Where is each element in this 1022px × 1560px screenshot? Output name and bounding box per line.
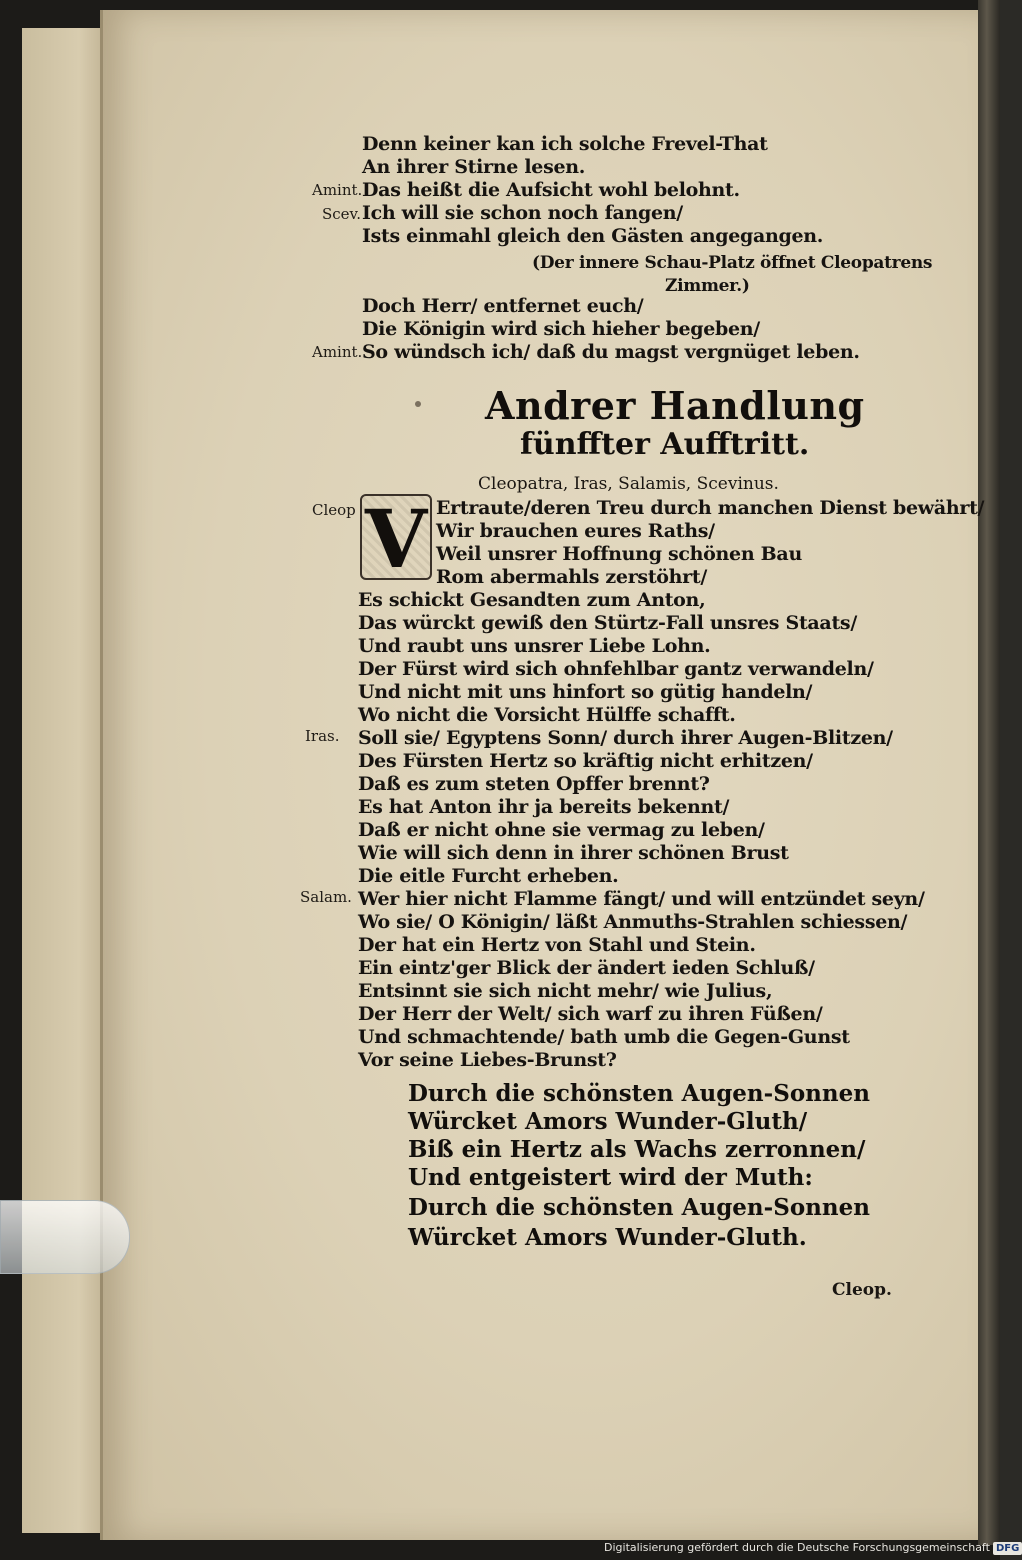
text-line: Das würckt gewiß den Stürtz-Fall unsres Staats/: [358, 612, 857, 634]
text-line: An ihrer Stirne lesen.: [362, 156, 586, 178]
scene-heading: fünffter Aufftritt.: [520, 427, 810, 462]
text-line: Rom abermahls zerstöhrt/: [436, 566, 708, 588]
text-line: Der hat ein Hertz von Stahl und Stein.: [358, 934, 756, 956]
aria-line: Biß ein Hertz als Wachs zerronnen/: [408, 1136, 866, 1163]
text-line: Wo sie/ O Königin/ läßt Anmuths-Strahlen schiessen/: [358, 911, 908, 933]
speaker-label: Scev.: [322, 205, 362, 223]
speaker-label: Iras.: [305, 727, 340, 745]
aria-line: Würcket Amors Wunder-Gluth.: [408, 1224, 807, 1251]
text-line: Ertraute/deren Treu durch manchen Dienst bewährt/: [436, 497, 985, 519]
drop-cap: V: [360, 494, 432, 580]
text-line: Entsinnt sie sich nicht mehr/ wie Julius,: [358, 980, 773, 1002]
text-line: Es hat Anton ihr ja bereits bekennt/: [358, 796, 730, 818]
footer-text: Digitalisierung gefördert durch die Deutsche Forschungsgemeinschaft: [604, 1541, 990, 1554]
text-line: Das heißt die Aufsicht wohl belohnt.: [362, 179, 740, 201]
text-line: Der Fürst wird sich ohnfehlbar gantz verwandeln/: [358, 658, 874, 680]
text-line: Wer hier nicht Flamme fängt/ und will entzündet seyn/: [358, 888, 925, 910]
cast-list: Cleopatra, Iras, Salamis, Scevinus.: [478, 474, 779, 494]
text-line: Die eitle Furcht erheben.: [358, 865, 619, 887]
dfg-logo: DFG: [993, 1542, 1022, 1555]
text-line: Daß er nicht ohne sie vermag zu leben/: [358, 819, 765, 841]
text-line: Und nicht mit uns hinfort so gütig handeln/: [358, 681, 813, 703]
speaker-label: Salam.: [300, 888, 352, 906]
text-line: Daß es zum steten Opffer brennt?: [358, 773, 710, 795]
binding-edge: [978, 0, 1000, 1545]
act-heading: Andrer Handlung: [485, 383, 865, 428]
text-line: Der Herr der Welt/ sich warf zu ihren Füßen/: [358, 1003, 823, 1025]
aria-line: Und entgeistert wird der Muth:: [408, 1164, 813, 1191]
text-line: Und schmachtende/ bath umb die Gegen-Gunst: [358, 1026, 850, 1048]
aria-line: Durch die schönsten Augen-Sonnen: [408, 1080, 870, 1107]
text-line: Soll sie/ Egyptens Sonn/ durch ihrer Augen-Blitzen/: [358, 727, 893, 749]
digitization-footer: [604, 1541, 1022, 1555]
ink-fleck: [415, 401, 421, 407]
text-line: Doch Herr/ entfernet euch/: [362, 295, 644, 317]
stage-direction: (Der innere Schau-Platz öffnet Cleopatrens: [532, 253, 933, 273]
text-line: Ein eintz'ger Blick der ändert ieden Schluß/: [358, 957, 815, 979]
text-line: Weil unsrer Hoffnung schönen Bau: [436, 543, 802, 565]
text-line: Vor seine Liebes-Brunst?: [358, 1049, 617, 1071]
speaker-label: Amint.: [312, 181, 363, 199]
catchword: Cleop.: [832, 1280, 892, 1300]
text-line: Denn keiner kan ich solche Frevel-That: [362, 133, 768, 155]
text-line: Wir brauchen eures Raths/: [436, 520, 715, 542]
text-line: Und raubt uns unsrer Liebe Lohn.: [358, 635, 711, 657]
speaker-label: Amint.: [312, 343, 363, 361]
aria-line: Würcket Amors Wunder-Gluth/: [408, 1108, 808, 1135]
text-line: Ists einmahl gleich den Gästen angegangen.: [362, 225, 824, 247]
text-line: Die Königin wird sich hieher begeben/: [362, 318, 760, 340]
speaker-label: Cleop: [312, 501, 356, 519]
text-line: Des Fürsten Hertz so kräftig nicht erhitzen/: [358, 750, 813, 772]
show-through-bleed: [840, 130, 960, 830]
text-line: So wündsch ich/ daß du magst vergnüget leben.: [362, 341, 860, 363]
stage-direction: Zimmer.): [665, 276, 750, 296]
page-clip-glare: [0, 1200, 130, 1274]
text-line: Wie will sich denn in ihrer schönen Brust: [358, 842, 789, 864]
text-line: Ich will sie schon noch fangen/: [362, 202, 683, 224]
text-line: Es schickt Gesandten zum Anton,: [358, 589, 706, 611]
aria-line: Durch die schönsten Augen-Sonnen: [408, 1194, 870, 1221]
text-line: Wo nicht die Vorsicht Hülffe schafft.: [358, 704, 736, 726]
